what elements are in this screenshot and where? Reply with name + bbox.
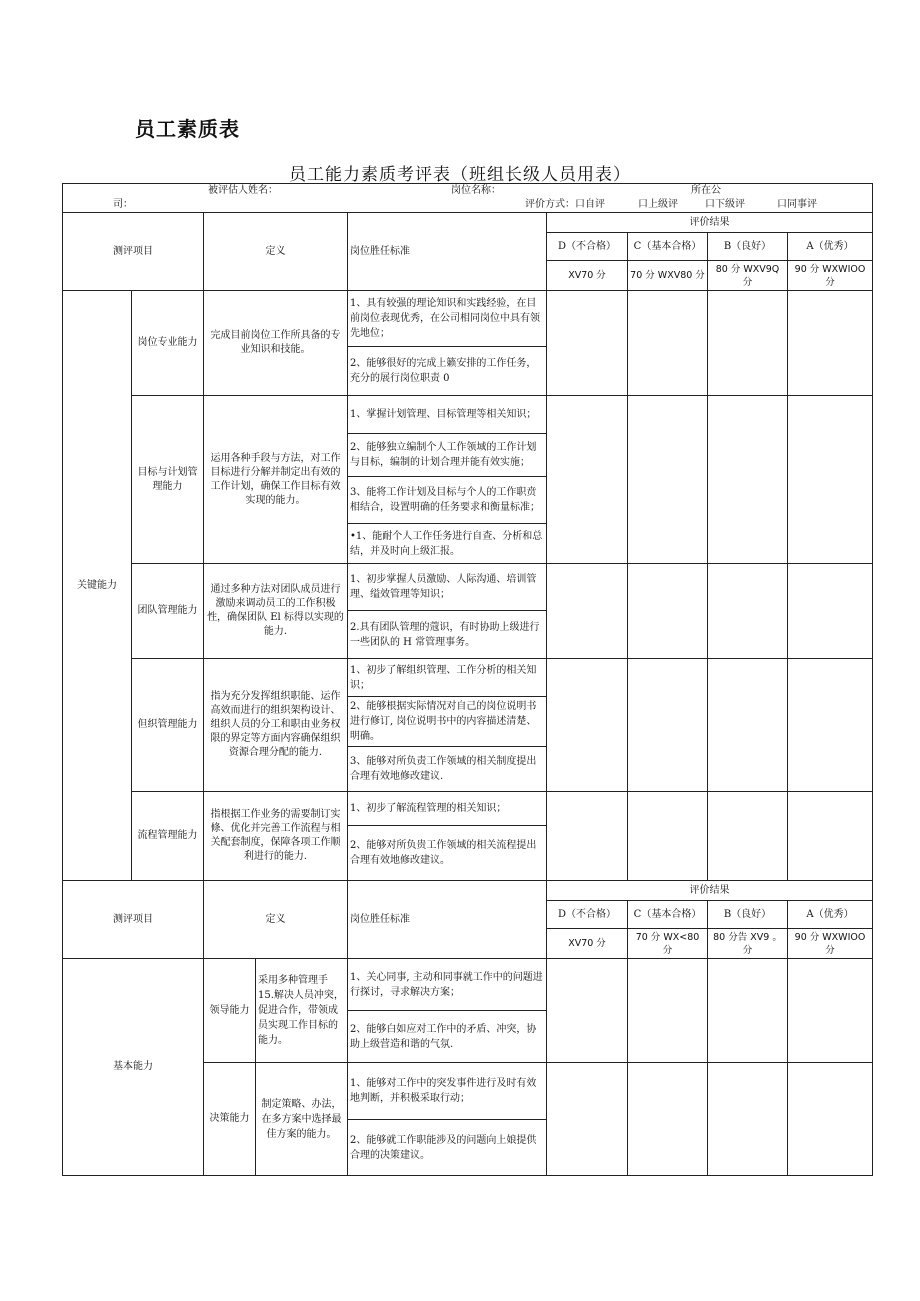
- item-definition: 运用各种手段与方法，对工作目标进行分解并制定出有效的工作计划，确保工作目标有效实现的能力。: [204, 396, 348, 564]
- header-definition: 定义: [204, 881, 348, 959]
- table-row: [63, 564, 873, 611]
- grade-c: C（基本合格）: [628, 233, 708, 261]
- method-peer-checkbox[interactable]: 口同事评: [777, 199, 817, 210]
- score-cell-b[interactable]: [708, 659, 788, 792]
- score-a: 90 分 WXWIOO 分: [788, 261, 873, 291]
- score-b: 80 分告 XV9 。分: [708, 929, 788, 959]
- position-name-label: 岗位名称：: [451, 185, 501, 196]
- criteria-cell: 2、能够白如应对工作中的矛盾、冲突，协助上级营造和谐的气氛.: [348, 1011, 547, 1063]
- criteria-cell: 1、初步掌握人员激励、人际沟通、培训管理、缢效管理等知识；: [348, 564, 547, 611]
- score-cell-c[interactable]: [628, 1063, 708, 1176]
- score-cell-a[interactable]: [788, 1063, 873, 1176]
- score-cell-c[interactable]: [628, 396, 708, 564]
- category-basic: 基本能力: [63, 959, 204, 1176]
- item-name: 岗位专业能力: [132, 291, 204, 396]
- method-superior-checkbox[interactable]: 口上级评: [638, 199, 678, 210]
- score-cell-b[interactable]: [708, 792, 788, 881]
- header-row: [63, 881, 873, 901]
- item-definition: 制定策略、办法，在多方案中选择最佳方案的能力。: [256, 1063, 348, 1176]
- score-cell-c[interactable]: [628, 659, 708, 792]
- score-d: XV70 分: [547, 929, 628, 959]
- score-cell-c[interactable]: [628, 792, 708, 881]
- header-item: 测评项目: [63, 881, 204, 959]
- header-definition: 定义: [204, 213, 348, 291]
- method-subordinate-checkbox[interactable]: 口下级评: [705, 199, 745, 210]
- form-title: 员工能力素质考评表（班组长级人员用表）: [289, 165, 631, 185]
- score-cell-d[interactable]: [547, 291, 628, 396]
- category-key: 关键能力: [63, 291, 132, 881]
- score-a: 90 分 WXWIOO 分: [788, 929, 873, 959]
- table-row: [63, 792, 873, 826]
- item-definition: 完成目前岗位工作所具备的专业知识和技能。: [204, 291, 348, 396]
- score-cell-d[interactable]: [547, 564, 628, 659]
- score-cell-c[interactable]: [628, 291, 708, 396]
- score-cell-c[interactable]: [628, 564, 708, 659]
- header-criteria: 岗位胜任标准: [348, 881, 547, 959]
- grade-a: A（优秀）: [788, 233, 873, 261]
- item-name: 团队管理能力: [132, 564, 204, 659]
- score-cell-a[interactable]: [788, 959, 873, 1063]
- grade-c: C（基本合格）: [628, 901, 708, 929]
- score-cell-b[interactable]: [708, 959, 788, 1063]
- score-c: 70 分 WXV80 分: [628, 261, 708, 291]
- method-self-checkbox[interactable]: 评价方式：口自评: [525, 199, 605, 210]
- table-row: [63, 396, 873, 434]
- criteria-cell: •1、能耐个人工作任务进行自查、分析和总结，并及时向上级汇报。: [348, 524, 547, 564]
- criteria-cell: 1、初步了解流程管理的相关知识；: [348, 792, 547, 826]
- company-label-top: 所在公: [691, 185, 721, 196]
- score-cell-d[interactable]: [547, 659, 628, 792]
- score-d: XV70 分: [547, 261, 628, 291]
- table-row: [63, 659, 873, 697]
- criteria-cell: 2、能够独立编制个人工作领域的工作计划与目标，编制的计划合理并能有效实施；: [348, 434, 547, 477]
- criteria-cell: 3、能够对所负责工作领域的相关制度提出合理有效地修改建议.: [348, 747, 547, 792]
- info-row: [63, 184, 873, 213]
- header-row: [63, 213, 873, 233]
- item-definition: 指根据工作业务的需要制订实條、优化并完善工作流程与相关配套制度，保障各项工作顺利进行的能力.: [204, 792, 348, 881]
- criteria-cell: 2、能够很好的完成上籁安排的工作任务，充分的展行岗位职责 0: [348, 347, 547, 396]
- score-cell-b[interactable]: [708, 1063, 788, 1176]
- header-item: 测评项目: [63, 213, 204, 291]
- grade-b: B（良好）: [708, 901, 788, 929]
- header-result: 评价结果: [547, 213, 873, 233]
- grade-a: A（优秀）: [788, 901, 873, 929]
- evaluation-table: [62, 183, 873, 1176]
- item-name: 决策能力: [204, 1063, 256, 1176]
- grade-d: D（不合格）: [547, 233, 628, 261]
- score-cell-d[interactable]: [547, 396, 628, 564]
- item-name: 但织管理能力: [132, 659, 204, 792]
- table-row: [63, 291, 873, 347]
- document-heading: 员工素质表: [135, 117, 240, 141]
- criteria-cell: 2、能够就工作职能涉及的问题向上娘提供合理的决策建议。: [348, 1120, 547, 1176]
- score-b: 80 分 WXV9Q 分: [708, 261, 788, 291]
- company-label-bottom: 司：: [113, 199, 133, 210]
- score-c: 70 分 WX<80 分: [628, 929, 708, 959]
- score-cell-c[interactable]: [628, 959, 708, 1063]
- criteria-cell: 1、能够对工作中的突发事件进行及时有效地判断，并积极采取行动；: [348, 1063, 547, 1120]
- criteria-cell: 2、能够对所负贵工作领域的相关流程提出合理有效地修改建议。: [348, 826, 547, 881]
- header-result: 评价结果: [547, 881, 873, 901]
- criteria-cell: 1、初步了解组织管理、工作分析的相关知识；: [348, 659, 547, 697]
- item-name: 领导能力: [204, 959, 256, 1063]
- score-cell-d[interactable]: [547, 1063, 628, 1176]
- table-row: [63, 959, 873, 1011]
- evaluatee-name-label: 被评估人姓名：: [208, 185, 278, 196]
- score-cell-b[interactable]: [708, 564, 788, 659]
- score-cell-d[interactable]: [547, 792, 628, 881]
- grade-d: D（不合格）: [547, 901, 628, 929]
- item-definition: 采用多种管理手 15.解决人员冲突，促进合作，带领成员实现工作目标的能力。: [256, 959, 348, 1063]
- criteria-cell: 2、能够根据实际情况对自己的岗位说明书进行修订, 岗位说明书中的内容描述清楚、明确。: [348, 697, 547, 747]
- item-name: 目标与计划管理能力: [132, 396, 204, 564]
- score-cell-b[interactable]: [708, 291, 788, 396]
- score-cell-b[interactable]: [708, 396, 788, 564]
- grade-b: B（良好）: [708, 233, 788, 261]
- score-cell-a[interactable]: [788, 792, 873, 881]
- item-definition: 指为充分发挥组织职能、运作高效而进行的组织架构设计、组织人员的分工和职由业务权限的界定等方面内容确保组织资源合理分配的能力.: [204, 659, 348, 792]
- item-name: 流程管理能力: [132, 792, 204, 881]
- score-cell-a[interactable]: [788, 291, 873, 396]
- score-cell-a[interactable]: [788, 659, 873, 792]
- criteria-cell: 2.具有团队管理的蔻识，有时协助上级进行一些团队的 H 常管理事务。: [348, 611, 547, 659]
- criteria-cell: 1、关心同事, 主动和同事就工作中的问题进行探讨，寻求解决方案；: [348, 959, 547, 1011]
- header-criteria: 岗位胜任标准: [348, 213, 547, 291]
- criteria-cell: 1、掌握计划管理、目标管理等相关知识；: [348, 396, 547, 434]
- item-definition: 通过多种方法对团队成员进行激励来调动员工的工作积极性，确保团队 El 标得以实现的能力.: [204, 564, 348, 659]
- score-cell-a[interactable]: [788, 396, 873, 564]
- criteria-cell: 1、具有较强的理论知识和实践经验，在目前岗位表现优秀，在公司相同岗位中具有领先地位；: [348, 291, 547, 347]
- criteria-cell: 3、能将工作计划及目标与个人的工作职贲相结合，设置明确的任务要求和衡量标准；: [348, 477, 547, 524]
- score-cell-a[interactable]: [788, 564, 873, 659]
- score-cell-d[interactable]: [547, 959, 628, 1063]
